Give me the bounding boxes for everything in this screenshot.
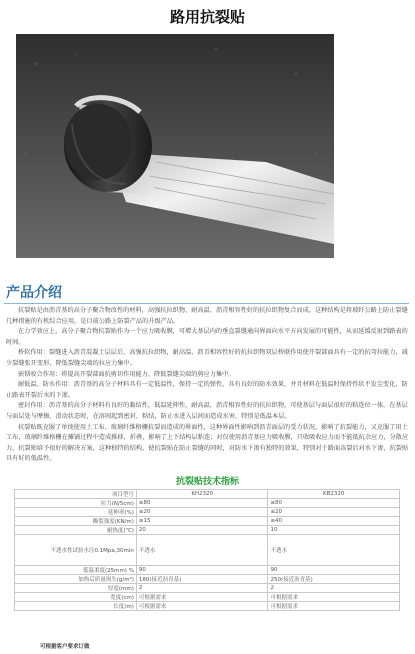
spec-label: 宽度(cm) [15,593,137,602]
spec-label: 耐热度(℃) [15,526,137,535]
spec-value-kb2320: 250(接近沥青基) [268,575,400,584]
description-paragraph: 在力学效应上，高分子聚合物抗裂贴作为一个应力吸收膜，可增大基层内的垂直裂缝通向界面向水平方向发展的可能性，从而延缓反射到路表的时间。 [6,328,408,346]
spec-value-kh2320: KH2320 [136,490,268,499]
spec-value-kb2320: 2 [268,584,400,593]
spec-value-kh2320: ≥15 [136,517,268,526]
description-paragraph: 抗裂贴既克服了单纯使用土工布、玻璃纤维格栅抗裂而造成的界面性，这种界面性影响到沥青面层的受力状况，影响了抗裂能力，又克服了用土工布，玻璃纤维格栅在摊铺过程中造成推移，折叠，影响了上下结构层粘连；对仅使用沥青基应力吸收膜，只收吸收应力而不能抵抗余应力，分散应力，抗裂贴给予很好的解决方案，这种独特的结构，使抗裂贴在防止裂缝的同时，对防水下渗有独特的效果，特别对于路面冻裂后对水下渗，抗裂贴具有好的低温性。 [6,423,409,463]
spec-value-kb2320: 可根据需求 [268,602,400,611]
spec-value-kh2320: ≤20 [136,508,268,517]
spec-value-kb2320: ≥80 [268,499,400,508]
spec-value-kh2320: ≥80 [136,499,268,508]
section-divider [4,303,409,304]
page-title: 路用抗裂贴 [169,8,245,26]
spec-row [15,584,400,593]
spec-row [15,566,400,575]
spec-table-title: 抗裂贴技术指标 [175,477,239,487]
spec-label: 加热后质量损失(g/m²) [15,575,137,584]
spec-row [15,575,400,584]
description-paragraph: 耐低温、防水作用：沥青基的高分子材料具有一定低温性，保持一定的弹性，具有良好的防水效果，并且材料在低温时保持性状不发尘变化，防止路表开裂后水的下渗。 [6,381,408,399]
spec-row [15,499,400,508]
spec-value-kh2320: 可根据需求 [136,602,268,611]
spec-value-kb2320: ≥40 [268,517,400,526]
spec-value-kh2320: 2 [136,584,268,593]
section-title: 产品介绍 [6,285,62,301]
spec-row [15,508,400,517]
spec-label: 不透水性试验水压0.1Mpa,30min [15,535,137,566]
spec-value-kb2320: 不透水 [268,535,400,566]
spec-value-kh2320: 20 [136,526,268,535]
description-paragraph: 桥软作用：裂缝进入沥青混凝土层层后，高强抗拉织物，耐高温、沥青相容性好的抗拉织物双层桥联作用使开裂部面具有一定的抗弯拉能力，减少裂缝张开变形，降低裂缝尖端的拉应力集中。 [6,349,408,367]
anti-crack-tape-roll-image [16,34,334,258]
spec-value-kh2320: 可根据需求 [136,593,268,602]
spec-value-kh2320: 180(接近沥青基) [136,575,268,584]
spec-value-kh2320: 90 [136,566,268,575]
spec-row [15,517,400,526]
description-paragraph: 密封作用：沥青基的高分子材料有良好的黏结性，低温延伸性，耐高温，沥青相容性好的抗拉织物，可使基层与面层很好的粘连位一体，在基层与面层处与摩擦、滑动状态时，在溶间起到密封，粘结，防止水进入层间而造成水害，特别是低温本层。 [6,402,408,420]
spec-label: 项目型号 [15,490,137,499]
spec-label: 延伸率(%) [15,508,137,517]
spec-table [14,489,400,611]
spec-value-kb2320: 90 [268,566,400,575]
spec-value-kh2320: 不透水 [136,535,268,566]
description-paragraph: 抗裂贴是由沥青基的高分子聚合物改性的材料，高强抗拉织物，耐高温、沥青相容性好的抗拉织物复合而成。这种结构是将玻纤公路上防止裂缝几种措施的有机综合应用，是目前公路上防裂产品的升级产品。 [6,307,408,325]
spec-row [15,602,400,611]
spec-value-kb2320: 可根据需求 [268,593,400,602]
spec-row [15,535,400,566]
spec-label: 厚度(mm) [15,584,137,593]
spec-header-row [15,490,400,499]
spec-row [15,593,400,602]
spec-value-kb2320: ≤20 [268,508,400,517]
spec-label: 拉力(N/5cm) [15,499,137,508]
spec-row [15,526,400,535]
spec-label: 低温柔度(25mm) % [15,566,137,575]
spec-label: 撕裂强度(KN/m) [15,517,137,526]
description-paragraph: 嵌锁咬合作用：将提高开裂部面抗剪切作用能力，降低裂缝尖端的剪应力集中。 [18,370,235,378]
product-intro-section [4,282,414,304]
custom-order-note: 可根据客户要求订做 [40,644,90,650]
spec-value-kb2320: KB2320 [268,490,400,499]
product-description [6,306,410,465]
spec-label: 长度(m) [15,602,137,611]
spec-value-kb2320: 10 [268,526,400,535]
product-photo [16,34,334,258]
